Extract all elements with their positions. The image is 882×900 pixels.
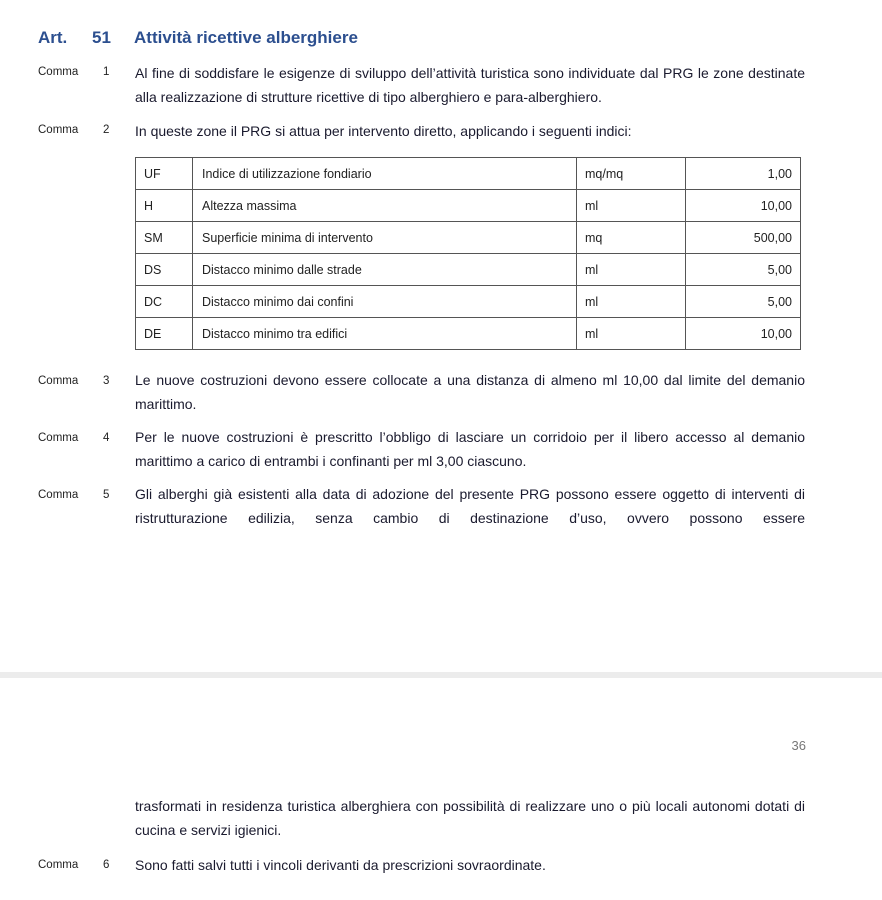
comma-label: Comma [38, 66, 79, 78]
page-number: 36 [791, 738, 806, 753]
page-36 [0, 678, 882, 900]
comma-number: 1 [103, 66, 110, 78]
comma-5-continued-text: trasformati in residenza turistica alberghiera con possibilità di realizzare uno o più locali autonomi dotati di cucina e servizi igienici. [135, 798, 805, 838]
comma-number: 5 [103, 489, 110, 501]
table-cell: DC [136, 286, 193, 318]
comma-number: 2 [103, 124, 110, 136]
table-cell: Superficie minima di intervento [193, 222, 577, 254]
table-cell: DS [136, 254, 193, 286]
article-title: Attività ricettive alberghiere [134, 28, 358, 47]
table-row [136, 318, 801, 350]
table-cell: ml [577, 190, 686, 222]
article-number: 51 [92, 28, 111, 47]
table-cell: mq [577, 222, 686, 254]
comma-label: Comma [38, 432, 79, 444]
table-cell: DE [136, 318, 193, 350]
comma-label: Comma [38, 124, 79, 136]
table-cell: ml [577, 286, 686, 318]
comma-3-text: Le nuove costruzioni devono essere collocate a una distanza di almeno ml 10,00 dal limite del demanio marittimo. [135, 372, 805, 412]
table-cell: UF [136, 158, 193, 190]
table-cell: 5,00 [686, 286, 801, 318]
table-cell: Indice di utilizzazione fondiario [193, 158, 577, 190]
table-cell: H [136, 190, 193, 222]
comma-label: Comma [38, 859, 79, 871]
table-row [136, 254, 801, 286]
table-cell: 5,00 [686, 254, 801, 286]
table-cell: Distacco minimo dalle strade [193, 254, 577, 286]
table-cell: Distacco minimo dai confini [193, 286, 577, 318]
table-cell: 10,00 [686, 318, 801, 350]
table-row [136, 222, 801, 254]
comma-5-text: Gli alberghi già esistenti alla data di adozione del presente PRG possono essere oggetto di interventi di ristrutturazione edilizia, senza cambio di destinazione d’uso, ovvero possono essere [135, 486, 805, 526]
table-cell: SM [136, 222, 193, 254]
table-cell: mq/mq [577, 158, 686, 190]
comma-4-text: Per le nuove costruzioni è prescritto l’obbligo di lasciare un corridoio per il libero accesso al demanio marittimo a carico di entrambi i confinanti per ml 3,00 ciascuno. [135, 429, 805, 469]
comma-label: Comma [38, 489, 79, 501]
comma-number: 3 [103, 375, 110, 387]
comma-label: Comma [38, 375, 79, 387]
comma-1-text: Al fine di soddisfare le esigenze di sviluppo dell’attività turistica sono individuate dal PRG le zone destinate alla realizzazione di strutture ricettive di tipo alberghiero e para-alberghiero. [135, 65, 805, 105]
table-cell: 10,00 [686, 190, 801, 222]
comma-number: 4 [103, 432, 110, 444]
table-cell: 1,00 [686, 158, 801, 190]
article-label: Art. [38, 28, 68, 47]
comma-2-text: In queste zone il PRG si attua per intervento diretto, applicando i seguenti indici: [135, 123, 632, 139]
table-cell: ml [577, 254, 686, 286]
comma-6-text: Sono fatti salvi tutti i vincoli derivanti da prescrizioni sovraordinate. [135, 857, 546, 873]
table-row [136, 158, 801, 190]
table-cell: Altezza massima [193, 190, 577, 222]
indices-table [135, 157, 801, 350]
table-row [136, 286, 801, 318]
comma-number: 6 [103, 859, 110, 871]
table-cell: ml [577, 318, 686, 350]
table-cell: Distacco minimo tra edifici [193, 318, 577, 350]
table-cell: 500,00 [686, 222, 801, 254]
table-row [136, 190, 801, 222]
